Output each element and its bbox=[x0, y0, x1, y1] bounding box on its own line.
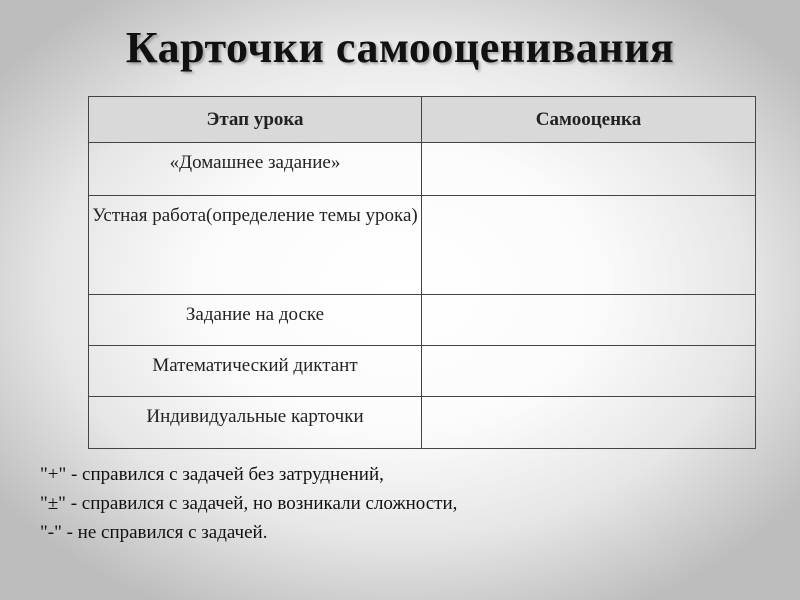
score-cell bbox=[422, 196, 756, 295]
table-row bbox=[89, 397, 756, 449]
legend-line-plus: "+" - справился с задачей без затруднений, bbox=[40, 464, 384, 485]
grading-legend bbox=[40, 460, 457, 547]
table-row bbox=[89, 346, 756, 397]
table-header-row bbox=[89, 97, 756, 143]
score-cell bbox=[422, 346, 756, 397]
score-cell bbox=[422, 295, 756, 346]
column-header-stage: Этап урока bbox=[89, 97, 422, 143]
table-row bbox=[89, 295, 756, 346]
stage-cell: Индивидуальные карточки bbox=[89, 397, 422, 449]
table-row bbox=[89, 196, 756, 295]
score-cell bbox=[422, 143, 756, 196]
self-assessment-table bbox=[88, 96, 756, 449]
stage-cell: Задание на доске bbox=[89, 295, 422, 346]
page-title: Карточки самооценивания bbox=[125, 23, 675, 72]
stage-cell: «Домашнее задание» bbox=[89, 143, 422, 196]
legend-line-plus-minus: "±" - справился с задачей, но возникали сложности, bbox=[40, 493, 458, 514]
stage-cell: Устная работа(определение темы урока) bbox=[89, 196, 422, 295]
legend-line-minus: "-" - не справился с задачей. bbox=[40, 522, 268, 543]
stage-cell: Математический диктант bbox=[89, 346, 422, 397]
score-cell bbox=[422, 397, 756, 449]
column-header-score: Самооценка bbox=[422, 97, 756, 143]
table-row bbox=[89, 143, 756, 196]
